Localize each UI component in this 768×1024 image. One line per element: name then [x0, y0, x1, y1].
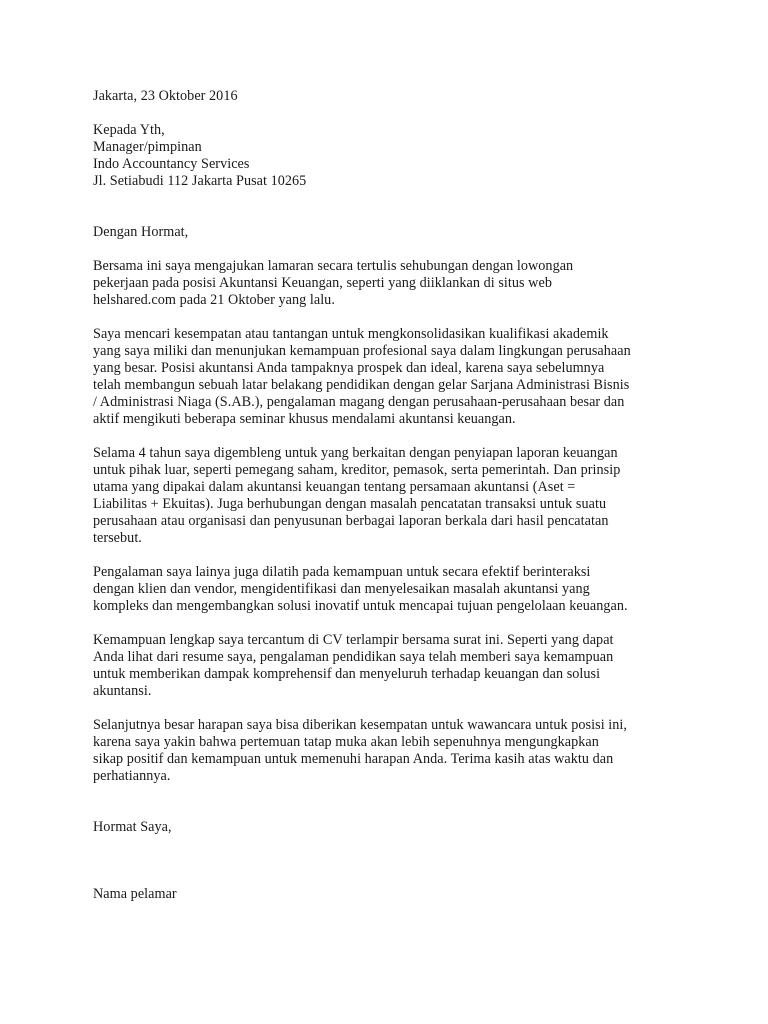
paragraph-experience [93, 445, 713, 547]
paragraph-skills [93, 564, 713, 615]
paragraph-line: karena saya yakin bahwa pertemuan tatap muka akan lebih sepenuhnya mengungkapkan [93, 734, 599, 750]
paragraph-line: dengan klien dan vendor, mengidentifikasi dan menyelesaikan masalah akuntansi yang [93, 581, 590, 597]
paragraph-line: pekerjaan pada posisi Akuntansi Keuangan, seperti yang diiklankan di situs web [93, 275, 552, 291]
paragraph-line: aktif mengikuti beberapa seminar khusus mendalami akuntansi keuangan. [93, 411, 516, 427]
spacer [93, 802, 713, 819]
paragraph-line: telah membangun sebuah latar belakang pendidikan dengan gelar Sarjana Administrasi Bisnis [93, 377, 630, 393]
paragraph-line: untuk memberikan dampak komprehensif dan menyeluruh terhadap keuangan dan solusi [93, 666, 601, 682]
paragraph-line: Bersama ini saya mengajukan lamaran secara tertulis sehubungan dengan lowongan [93, 258, 574, 274]
signature-space [93, 836, 713, 886]
recipient-line: Manager/pimpinan [93, 139, 202, 155]
signature-name: Nama pelamar [93, 886, 177, 902]
paragraph-line: Anda lihat dari resume saya, pengalaman pendidikan saya telah memberi saya kemampuan [93, 649, 614, 665]
application-letter [93, 88, 713, 903]
paragraph-line: Pengalaman saya lainya juga dilatih pada kemampuan untuk secara efektif berinteraksi [93, 564, 591, 580]
paragraph-line: yang besar. Posisi akuntansi Anda tampaknya prospek dan ideal, karena saya sebelumnya [93, 360, 605, 376]
recipient-line: Kepada Yth, [93, 122, 165, 138]
paragraph-line: Saya mencari kesempatan atau tantangan untuk mengkonsolidasikan kualifikasi akademik [93, 326, 609, 342]
salutation: Dengan Hormat, [93, 224, 189, 240]
letter-date: Jakarta, 23 Oktober 2016 [93, 88, 238, 104]
paragraph-line: akuntansi. [93, 683, 152, 699]
recipient-block [93, 122, 713, 190]
paragraph-line: Liabilitas + Ekuitas). Juga berhubungan dengan masalah pencatatan transaksi untuk suatu [93, 496, 607, 512]
recipient-line: Jl. Setiabudi 112 Jakarta Pusat 10265 [93, 173, 307, 189]
paragraph-line: utama yang dipakai dalam akuntansi keuangan tentang persamaan akuntansi (Aset = [93, 479, 576, 495]
paragraph-line: Kemampuan lengkap saya tercantum di CV terlampir bersama surat ini. Seperti yang dapat [93, 632, 614, 648]
paragraph-line: untuk pihak luar, seperti pemegang saham, kreditor, pemasok, serta pemerintah. Dan prinsip [93, 462, 621, 478]
paragraph-line: helshared.com pada 21 Oktober yang lalu. [93, 292, 335, 308]
paragraph-line: Selanjutnya besar harapan saya bisa diberikan kesempatan untuk wawancara untuk posisi ini, [93, 717, 628, 733]
paragraph-line: yang saya miliki dan menunjukan kemampuan profesional saya dalam lingkungan perusahaan [93, 343, 631, 359]
paragraph-line: / Administrasi Niaga (S.AB.), pengalaman magang dengan perusahaan-perusahaan besar dan [93, 394, 625, 410]
paragraph-line: Selama 4 tahun saya digembleng untuk yang berkaitan dengan penyiapan laporan keuangan [93, 445, 618, 461]
paragraph-cv [93, 632, 713, 700]
paragraph-line: perhatiannya. [93, 768, 171, 784]
paragraph-line: tersebut. [93, 530, 142, 546]
paragraph-closing-request [93, 717, 713, 785]
paragraph-line: sikap positif dan kemampuan untuk memenuhi harapan Anda. Terima kasih atas waktu dan [93, 751, 614, 767]
letter-closing: Hormat Saya, [93, 819, 172, 835]
paragraph-qualifications [93, 326, 713, 428]
recipient-line: Indo Accountancy Services [93, 156, 250, 172]
paragraph-intro [93, 258, 713, 309]
paragraph-line: kompleks dan mengembangkan solusi inovatif untuk mencapai tujuan pengelolaan keuangan. [93, 598, 628, 614]
paragraph-line: perusahaan atau organisasi dan penyusunan berbagai laporan berkala dari hasil pencatatan [93, 513, 609, 529]
